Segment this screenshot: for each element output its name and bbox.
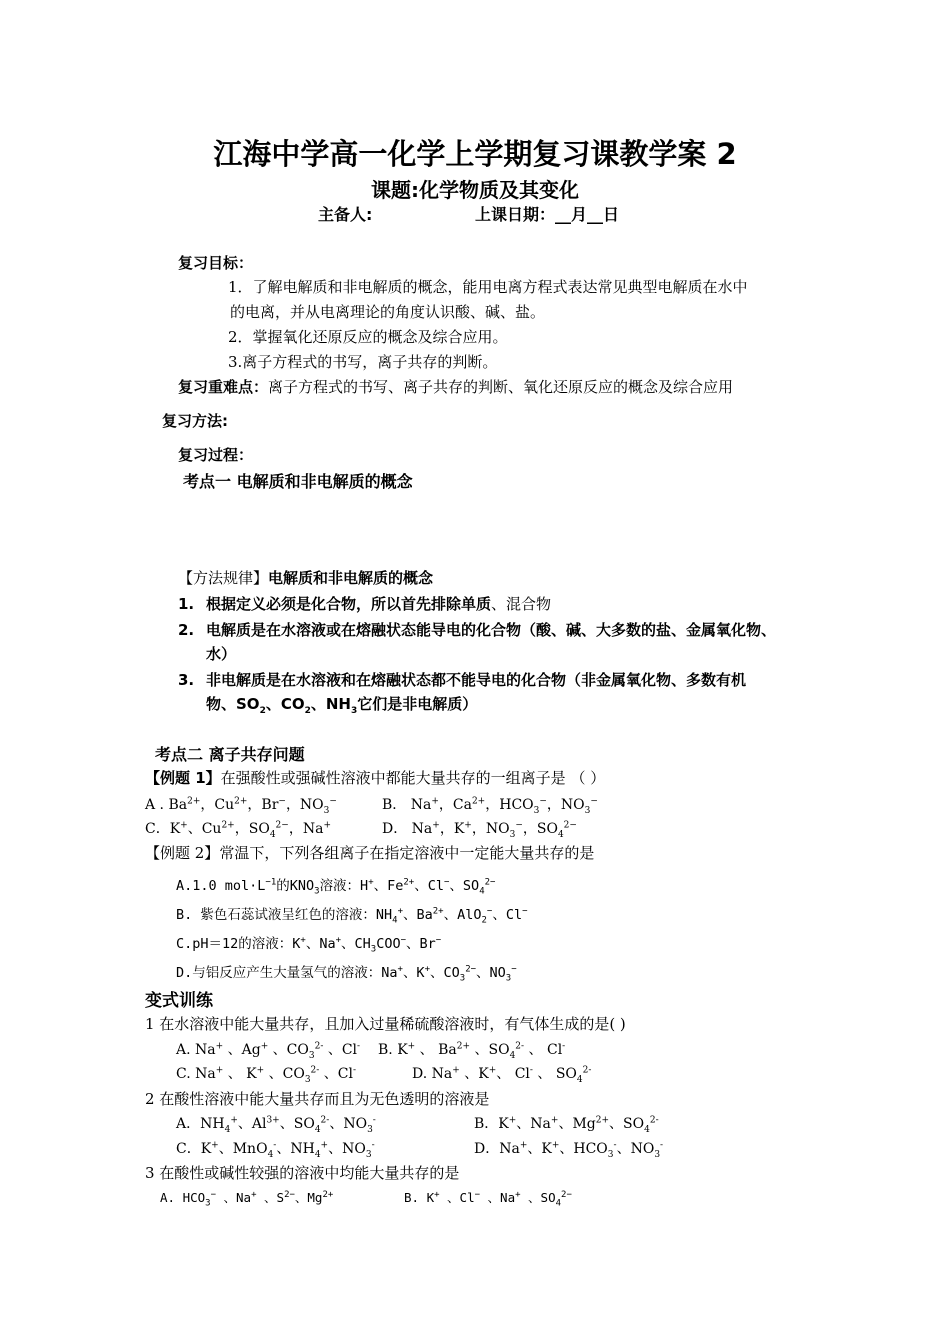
example-1-option-d: D． Na+，K+，$NO_3^-$，$SO_4^{2-}$	[382, 820, 577, 840]
rule-text: 非电解质是在水溶液和在熔融状态都不能导电的化合物（非金属氧化物、多数有机	[206, 671, 747, 689]
practice-question-1: 1 在水溶液中能大量共存，且加入过量稀硫酸溶液时，有气体生成的是( )	[145, 1015, 626, 1033]
example-text: 在强酸性或强碱性溶液中都能大量共存的一组离子是 （ ）	[220, 769, 606, 787]
example-1-question	[145, 767, 605, 788]
rule-text: 、NH	[310, 695, 351, 713]
rule-text: 根据定义必须是化合物，所以首先排除单质	[206, 595, 492, 613]
example-2-option-c: C.pH＝12的溶液：K+、Na+、$CH_3COO^-$、Br−	[176, 935, 442, 955]
goal-item-2: 2．掌握氧化还原反应的概念及综合应用。	[228, 328, 508, 346]
practice-question-3: 3 在酸性或碱性较强的溶液中均能大量共存的是	[145, 1164, 460, 1182]
rule-text: 、混合物	[491, 595, 552, 613]
practice-heading: 变式训练	[145, 991, 213, 1011]
example-2-option-a: A.1.0 $mol\cdot L^{-1}$的$KNO_3$溶液：H+、$Fe^{2+}$、Cl−、$SO_4^{2-}$	[176, 877, 496, 897]
method-label: 复习方法:	[162, 412, 228, 430]
rule-title: 电解质和非电解质的概念	[268, 569, 434, 587]
section-2-heading: 考点二 离子共存问题	[155, 745, 305, 764]
practice-2-option-c: C．K+、MnO$_4$-、$NH_4^+$、$NO_3^-$	[176, 1140, 375, 1160]
page-title: 江海中学高一化学上学期复习课教学案 2	[213, 137, 737, 171]
practice-3-option-a: A. $HCO_3^-$ 、Na+ 、$S^{2-}$、$Mg^{2+}$	[160, 1189, 334, 1209]
rule-text: 物、SO	[206, 695, 260, 713]
goal-item-3: 3.离子方程式的书写，离子共存的判断。	[228, 353, 498, 371]
date-label: 上课日期：__月__日	[475, 205, 620, 224]
example-2-option-d: D.与铝反应产生大量氢气的溶液：Na+、K+、$CO_3^{2-}$、$NO_3^-$	[176, 964, 517, 984]
practice-2-option-b: B．K+、Na+、$Mg^{2+}$、$SO_4^{2-}$	[474, 1115, 659, 1135]
example-1-option-a: A . $Ba^{2+}$，$Cu^{2+}$，Br−，$NO_3^-$	[145, 796, 337, 816]
practice-3-option-b: B. K+ 、Cl− 、Na+ 、$SO_4^{2-}$	[404, 1189, 572, 1209]
rule-text: 、CO	[265, 695, 305, 713]
goals-heading: 复习目标：	[178, 254, 254, 272]
rule-number: 1.	[178, 595, 195, 613]
goal-item-1-line-2: 的电离，并从电离理论的角度认识酸、碱、盐。	[230, 303, 546, 321]
example-label: 【例题 2】	[145, 844, 220, 862]
example-2-option-b: B. 紫色石蕊试液呈红色的溶液：$NH_4^+$、$Ba^{2+}$、AlO$_2$−、Cl−	[176, 906, 528, 926]
rule-text: 电解质是在水溶液或在熔融状态能导电的化合物（酸、碱、大多数的盐、金属氧化物、	[206, 621, 777, 639]
subscript: 3	[350, 706, 358, 716]
rule-item-1	[178, 593, 551, 614]
rule-item-3-line-1	[178, 669, 746, 690]
example-1-option-c: C．K+、$Cu^{2+}$，$SO_4^{2-}$，Na+	[145, 820, 331, 840]
practice-1-option-d: D. Na+ 、K+、 Cl- 、 $SO_4^{2-}$	[412, 1065, 592, 1085]
rule-number: 2.	[178, 621, 195, 639]
goal-item-1-line-1: 1．了解电解质和非电解质的概念，能用电离方程式表达常见典型电解质在水中	[228, 278, 748, 296]
rule-number: 3.	[178, 671, 195, 689]
rule-item-2-line-2: 水）	[206, 645, 237, 663]
example-text: 常温下，下列各组离子在指定溶液中一定能大量共存的是	[219, 844, 595, 862]
key-points-line	[178, 376, 733, 397]
key-points-label: 复习重难点：	[178, 378, 269, 396]
subscript: 2	[259, 706, 266, 716]
practice-2-option-d: D．Na+、K+、$HCO_3^-$、$NO_3^-$	[474, 1140, 664, 1160]
process-label: 复习过程：	[178, 446, 254, 464]
practice-2-option-a: A．$NH_4^+$、$Al^{3+}$、$SO_4^{2-}$、$NO_3^-$	[176, 1115, 376, 1135]
practice-question-2: 2 在酸性溶液中能大量共存而且为无色透明的溶液是	[145, 1090, 490, 1108]
example-1-option-b: B． Na+，$Ca^{2+}$，$HCO_3^-$，$NO_3^-$	[382, 796, 598, 816]
practice-1-option-b: B. K+ 、 $Ba^{2+}$ 、$SO_4^{2-}$ 、 Cl-	[378, 1041, 566, 1061]
practice-1-option-c: C. Na+ 、 K+ 、$CO_3^{2-}$ 、Cl-	[176, 1065, 357, 1085]
rule-item-2-line-1	[178, 619, 776, 640]
key-points-text: 离子方程式的书写、离子共存的判断、氧化还原反应的概念及综合应用	[268, 378, 734, 396]
section-1-heading: 考点一 电解质和非电解质的概念	[183, 472, 413, 491]
example-label: 【例题 1】	[145, 769, 221, 787]
rule-text: 它们是非电解质）	[357, 695, 478, 713]
subscript: 2	[304, 706, 311, 716]
rule-bracket: 【方法规律】	[178, 569, 269, 587]
rule-item-3-line-2	[206, 693, 477, 716]
practice-1-option-a: A. Na+ 、Ag+ 、$CO_3^{2-}$ 、Cl-	[176, 1041, 361, 1061]
lesson-subtitle: 课题:化学物质及其变化	[371, 178, 579, 202]
author-label: 主备人:	[318, 205, 373, 224]
example-2-question	[145, 842, 594, 863]
rule-heading	[178, 567, 433, 588]
